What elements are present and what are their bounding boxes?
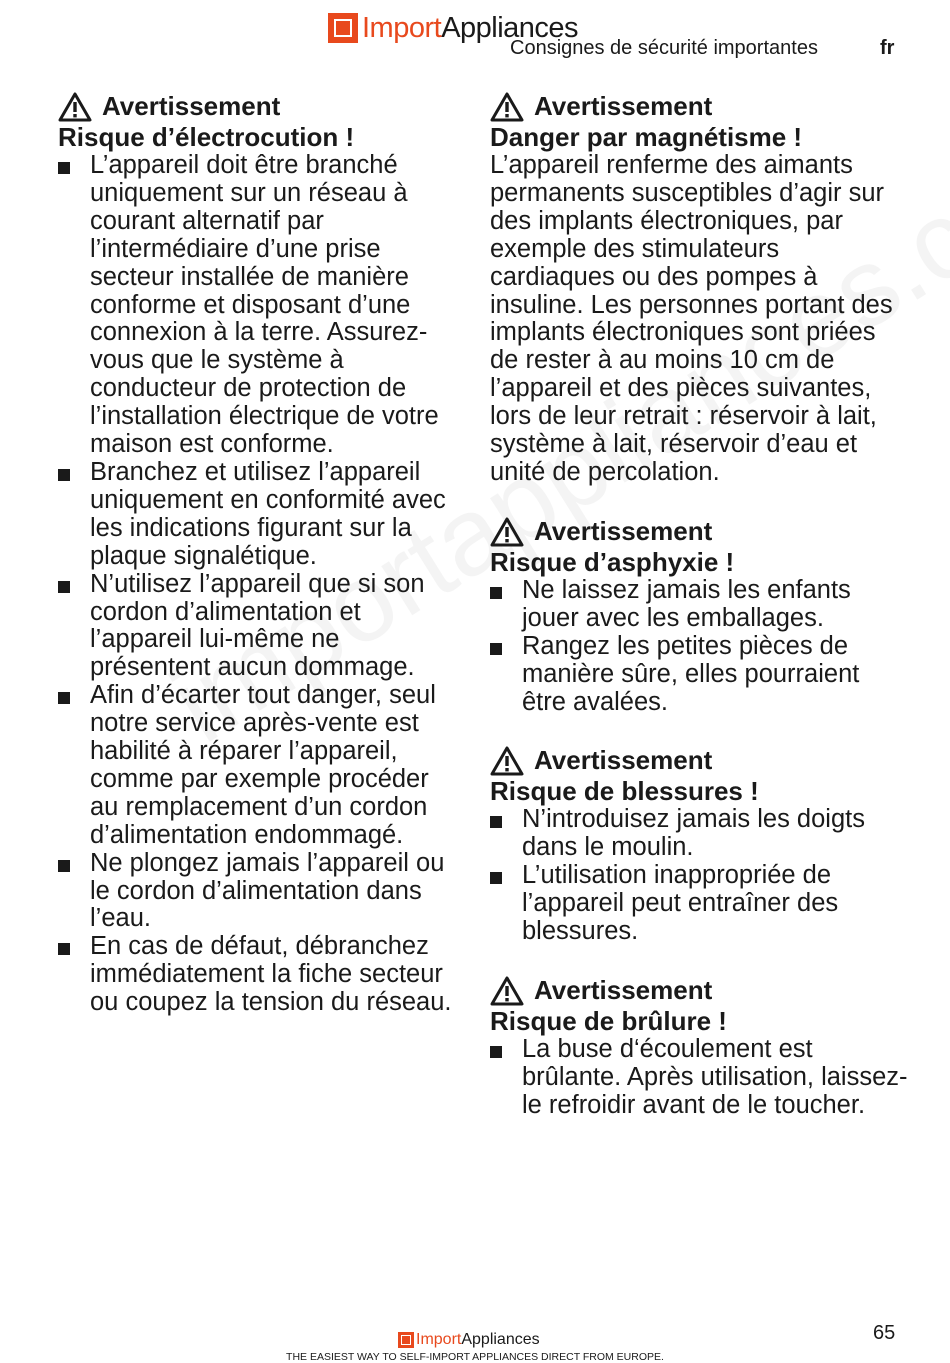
warning-burn [490,976,910,1120]
warning-magnetism [490,92,910,487]
warning-triangle-icon [490,976,524,1006]
right-column [490,92,910,1120]
warning-triangle-icon [490,517,524,547]
square-bullet-icon [490,1046,502,1058]
list-item-text: Ne plongez jamais l’appareil ou le cordon d’alimentation dans l’eau. [90,848,445,933]
bullet-list [490,806,910,946]
list-item [58,571,463,683]
bullet-list [490,577,910,717]
square-bullet-icon [58,162,70,174]
list-item [490,862,910,946]
square-bullet-icon [490,872,502,884]
warning-injury [490,746,910,946]
language-code: fr [880,37,895,59]
warning-title: Avertissement [534,515,713,546]
list-item-text: Ne laissez jamais les enfants jouer avec les emballages. [522,575,851,632]
list-item [490,577,910,633]
bullet-list [58,152,463,1017]
risk-title: Risque de blessures ! [490,776,759,807]
square-bullet-icon [58,692,70,704]
warning-title: Avertissement [534,91,713,122]
list-item [58,682,463,849]
list-item [58,459,463,571]
list-item-text: Afin d’écarter tout danger, seul notre service après-vente est habilité à réparer l’appareil, comme par exemple procéder au remplacement d’un cordon d’alimentation endommagé. [90,681,436,849]
square-bullet-icon [490,643,502,655]
warning-heading [490,976,910,1006]
risk-title: Risque de brûlure ! [490,1005,727,1036]
risk-title: Danger par magnétisme ! [490,122,803,152]
warning-electrocution [58,92,463,1017]
warning-asphyxia [490,517,910,717]
list-item [58,850,463,934]
warning-title: Avertissement [534,974,713,1005]
list-item-text: Rangez les petites pièces de manière sûre, elles pourraient être avalées. [522,631,860,716]
warning-heading [490,746,910,776]
risk-title: Risque d’asphyxie ! [490,546,735,577]
warning-heading [490,517,910,547]
list-item-text: L’appareil doit être branché uniquement sur un réseau à courant alternatif par l’intermédiaire d’une prise secteur installée de manière conforme et disposant d’une connexion à la terre. Assurez-vous que le système à conducteur de protection de l’installation électrique de votre maison est conforme. [90,151,439,459]
list-item-text: N’introduisez jamais les doigts dans le moulin. [522,805,865,862]
warning-triangle-icon [58,92,92,122]
list-item-text: La buse d‘écoulement est brûlante. Après utilisation, laissez-le refroidir avant de le toucher. [522,1034,908,1119]
square-bullet-icon [58,860,70,872]
square-bullet-icon [58,469,70,481]
bullet-list [490,1036,910,1120]
list-item [58,152,463,459]
list-item-text: En cas de défaut, débranchez immédiatement la fiche secteur ou coupez la tension du réseau. [90,932,452,1017]
section-title: Consignes de sécurité importantes [510,37,818,59]
footer-tagline: THE EASIEST WAY TO SELF-IMPORT APPLIANCES DIRECT FROM EUROPE. [286,1351,664,1363]
list-item-text: Branchez et utilisez l’appareil uniquement en conformité avec les indications figurant sur la plaque signalétique. [90,457,446,570]
logo-square-icon [398,1332,414,1348]
list-item [58,933,463,1017]
square-bullet-icon [490,816,502,828]
list-item [490,1036,910,1120]
warning-triangle-icon [490,746,524,776]
page-number: 65 [873,1322,896,1344]
warning-heading [58,92,463,122]
square-bullet-icon [58,943,70,955]
list-item-text: L’utilisation inappropriée de l’appareil peut entraîner des blessures. [522,861,839,946]
warning-title: Avertissement [534,745,713,776]
warning-triangle-icon [490,92,524,122]
warning-heading [490,92,910,122]
risk-title: Risque d’électrocution ! [58,122,355,152]
brand-import-text: Import [362,11,442,44]
brand-import-text: Import [416,1331,462,1348]
square-bullet-icon [490,587,502,599]
list-item [490,633,910,717]
footer-brand-logo [398,1330,540,1350]
square-bullet-icon [58,581,70,593]
brand-appliances-text: Appliances [461,1331,540,1348]
list-item [490,806,910,862]
logo-square-icon [328,13,358,43]
brand-appliances-text: Appliances [441,11,579,44]
list-item-text: N’utilisez l’appareil que si son cordon d’alimentation et l’appareil lui-même ne présentent aucun dommage. [90,569,425,682]
warning-title: Avertissement [102,91,281,122]
left-column [58,92,463,1017]
warning-paragraph: L’appareil renferme des aimants permanents susceptibles d’agir sur des implants électroniques, par exemple des stimulateurs cardiaques ou des pompes à insuline. Les personnes portant des implants électroniques sont priées de rester à au moins 10 cm de l’appareil et des pièces suivantes, lors de leur retrait : réservoir à lait, système à lait, réservoir d’eau et unité de percolation. [490,151,893,486]
